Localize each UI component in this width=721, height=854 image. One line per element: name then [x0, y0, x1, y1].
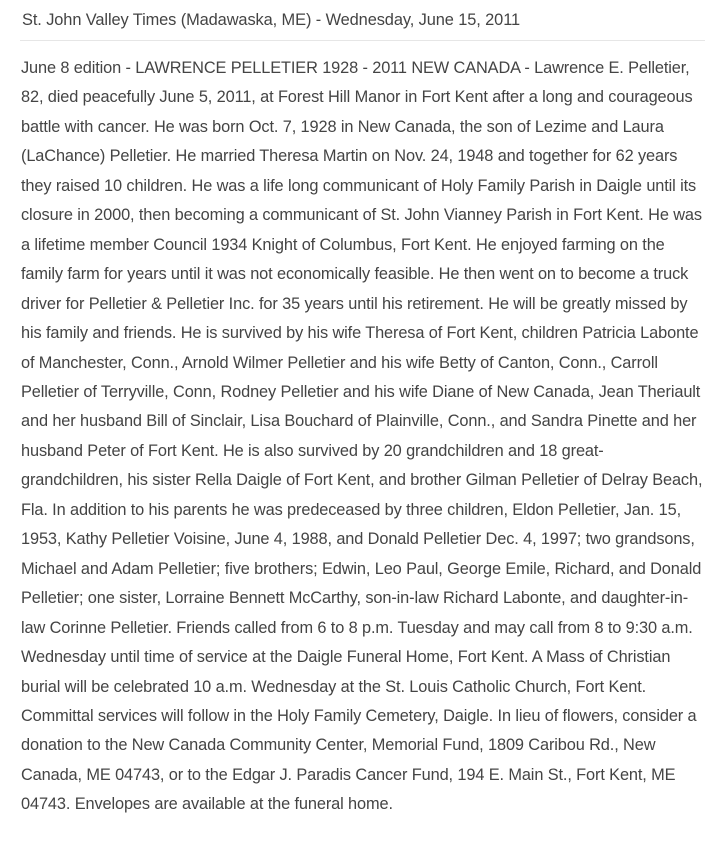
header-divider — [20, 40, 705, 41]
publication-header: St. John Valley Times (Madawaska, ME) - Wednesday, June 15, 2011 — [22, 11, 521, 29]
obituary-text: June 8 edition - LAWRENCE PELLETIER 1928 - 2011 NEW CANADA - Lawrence E. Pelletier, 82, died peacefully June 5, 2011, at Forest Hill Manor in Fort Kent after a long and courageous battle with cancer. He was born Oct. 7, 1928 in New Canada, the son of Lezime and Laura (LaChance) Pelletier. He married Theresa Martin on Nov. 24, 1948 and together for 62 years they raised 10 children. He was a life long communicant of Holy Family Parish in Daigle until its closure in 2000, then becoming a communicant of St. John Vianney Parish in Fort Kent. He was a lifetime member Council 1934 Knight of Columbus, Fort Kent. He enjoyed farming on the family farm for years until it was not economically feasible. He then went on to become a truck driver for Pelletier & Pelletier Inc. for 35 years until his retirement. He will be greatly missed by his family and friends. He is survived by his wife Theresa of Fort Kent, children Patricia Labonte of Manchester, Conn., Arnold Wilmer Pelletier and his wife Betty of Canton, Conn., Carroll Pelletier of Terryville, Conn, Rodney Pelletier and his wife Diane of New Canada, Jean Theriault and her husband Bill of Sinclair, Lisa Bouchard of Plainville, Conn., and Sandra Pinette and her husband Peter of Fort Kent. He is also survived by 20 grandchildren and 18 great-grandchildren, his sister Rella Daigle of Fort Kent, and brother Gilman Pelletier of Delray Beach, Fla. In addition to his parents he was predeceased by three children, Eldon Pelletier, Jan. 15, 1953, Kathy Pelletier Voisine, June 4, 1988, and Donald Pelletier Dec. 4, 1997; two grandsons, Michael and Adam Pelletier; five brothers; Edwin, Leo Paul, George Emile, Richard, and Donald Pelletier; one sister, Lorraine Bennett McCarthy, son-in-law Richard Labonte, and daughter-in-law Corinne Pelletier. Friends called from 6 to 8 p.m. Tuesday and may call from 8 to 9:30 a.m. Wednesday until time of service at the Daigle Funeral Home, Fort Kent. A Mass of Christian burial will be celebrated 10 a.m. Wednesday at the St. Louis Catholic Church, Fort Kent. Committal services will follow in the Holy Family Cemetery, Daigle. In lieu of flowers, consider a donation to the New Canada Community Center, Memorial Fund, 1809 Caribou Rd., New Canada, ME 04743, or to the Edgar J. Paradis Cancer Fund, 194 E. Main St., Fort Kent, ME 04743. Envelopes are available at the funeral home. — [21, 59, 703, 814]
